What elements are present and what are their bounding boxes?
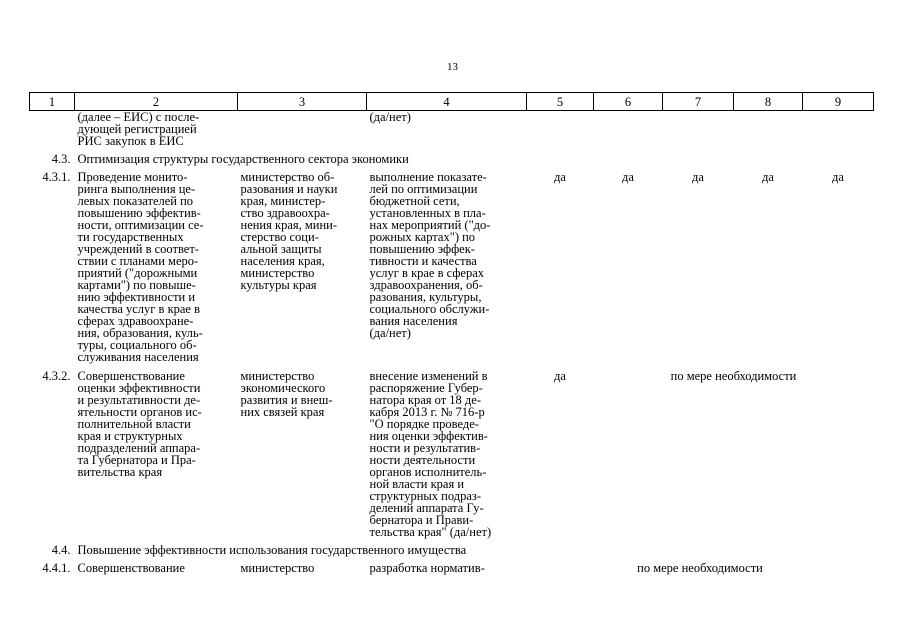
header-cell-9: 9 (803, 93, 874, 111)
value-cell-5: да (554, 170, 566, 184)
header-cell-8: 8 (734, 93, 803, 111)
section-number: 4.3. (51, 152, 71, 166)
value-cell-8: да (762, 170, 774, 184)
as-needed-cell: по мере необходимости (637, 561, 763, 575)
header-cell-4: 4 (367, 93, 527, 111)
section-number: 4.4. (51, 543, 71, 557)
section-title: Повышение эффективности использования государственного имущества (77, 543, 467, 557)
header-cell-3: 3 (238, 93, 367, 111)
indicator-cell: выполнение показате- лей по оптимизации бюджетной сети, установленных в пла- нах мероприятий ("до- рожных картах") по повышению эффек- тивности и качества услуг в крае в сферах здравоохранения, об- разования, культуры, социального обслужи- вания населения (да/нет) (369, 170, 491, 340)
responsible-cell: министерство об- разования и науки края, министер- ство здравоохра- нения края, мини- стерство соци- альной защиты населения края, министерство культуры края (240, 170, 338, 292)
value-cell-5: да (554, 369, 566, 383)
header-row (30, 93, 874, 111)
indicator-cell: разработка норматив- (369, 561, 485, 575)
responsible-cell: министерство экономического развития и внеш- них связей края (240, 369, 333, 419)
continuation-row (30, 111, 874, 148)
value-cell-7: да (692, 170, 704, 184)
header-cell-2: 2 (75, 93, 238, 111)
cont-activity: (далее – ЕИС) с после- дующей регистрацией РИС закупок в ЕИС (77, 110, 200, 148)
header-cell-1: 1 (30, 93, 75, 111)
header-cell-7: 7 (663, 93, 734, 111)
page-number: 13 (447, 61, 458, 73)
value-cell-9: да (832, 170, 844, 184)
row-number: 4.3.1. (42, 170, 71, 184)
section-row-4-4 (30, 538, 874, 562)
header-cell-6: 6 (594, 93, 663, 111)
activity-cell: Проведение монито- ринга выполнения це- левых показателей по повышению эффектив- ности, оптимизации се- ти государственных учреждений в соответ- ствии с планами меро- приятий ("дорожными картами") по повыше- нию эффективности и качества услуг в крае в сферах здравоохране- ния, образования, куль- туры, социального об- служивания населения (77, 170, 204, 364)
table-row-4-3-1 (30, 171, 874, 363)
table-row-4-4-1 (30, 562, 874, 574)
row-number: 4.4.1. (42, 561, 71, 575)
plan-table (29, 92, 874, 574)
row-number: 4.3.2. (42, 369, 71, 383)
value-cell-6: да (622, 170, 634, 184)
indicator-cell: внесение изменений в распоряжение Губер- натора края от 18 де- кабря 2013 г. № 716-р "О порядке проведе- ния оценки эффектив- ности и результатив- ности деятельности органов исполнитель- ной власти края и структурных подраз- делений аппарата Гу- бернатора и Прави- тельства края" (да/нет) (369, 369, 492, 539)
table-row-4-3-2 (30, 363, 874, 538)
cont-indicator: (да/нет) (369, 110, 411, 124)
responsible-cell: министерство (240, 561, 315, 575)
activity-cell: Совершенствование (77, 561, 185, 575)
activity-cell: Совершенствование оценки эффективности и результативности де- ятельности органов ис- полнительной власти края и структурных подразделений аппара- та Губернатора и Пра- вительства края (77, 369, 202, 479)
header-cell-5: 5 (527, 93, 594, 111)
section-title: Оптимизация структуры государственного сектора экономики (77, 152, 409, 166)
section-row-4-3 (30, 147, 874, 171)
as-needed-cell: по мере необходимости (670, 369, 797, 383)
